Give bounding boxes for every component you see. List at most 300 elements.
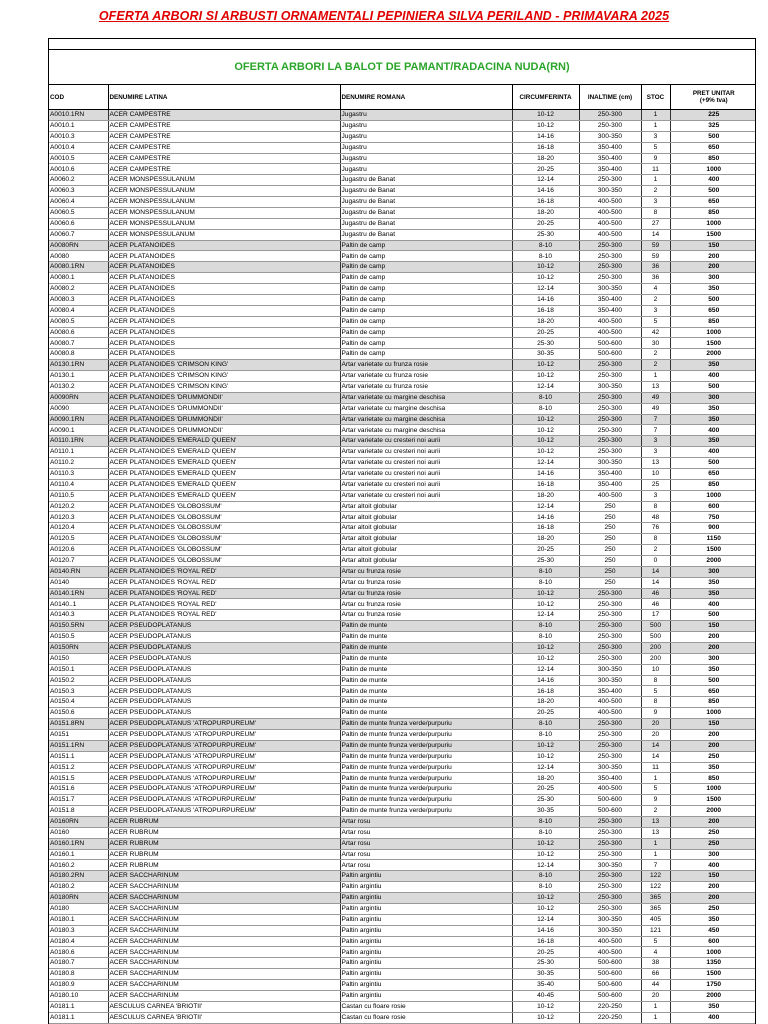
cell-pret: 650: [670, 197, 756, 208]
cell-denumire-latina: ACER PSEUDOPLATANUS: [108, 653, 340, 664]
table-row: [49, 468, 756, 479]
cell-pret: 1000: [670, 164, 756, 175]
table-row: [49, 523, 756, 534]
cell-circumferinta: 14-16: [512, 186, 579, 197]
cell-inaltime: 250-300: [579, 371, 641, 382]
cell-cod: A0181.1: [49, 1012, 108, 1023]
cell-cod: A0180.2RN: [49, 871, 108, 882]
cell-pret: 400: [670, 860, 756, 871]
cell-cod: A0160RN: [49, 816, 108, 827]
cell-stoc: 3: [641, 436, 670, 447]
cell-pret: 350: [670, 762, 756, 773]
cell-denumire-romana: Artar rosu: [340, 816, 512, 827]
cell-denumire-latina: ACER SACCHARINUM: [108, 925, 340, 936]
cell-cod: A0110.1: [49, 447, 108, 458]
cell-pret: 850: [670, 697, 756, 708]
cell-circumferinta: 8-10: [512, 403, 579, 414]
cell-pret: 600: [670, 501, 756, 512]
cell-circumferinta: 14-16: [512, 294, 579, 305]
table-row: [49, 610, 756, 621]
cell-circumferinta: 10-12: [512, 740, 579, 751]
table-row: [49, 197, 756, 208]
cell-denumire-latina: ACER SACCHARINUM: [108, 958, 340, 969]
cell-denumire-latina: ACER PSEUDOPLATANUS 'ATROPURPUREUM': [108, 719, 340, 730]
cell-cod: A0010.1: [49, 120, 108, 131]
cell-circumferinta: 35-40: [512, 980, 579, 991]
cell-inaltime: 250-300: [579, 893, 641, 904]
cell-inaltime: 500-600: [579, 349, 641, 360]
cell-inaltime: 300-350: [579, 664, 641, 675]
header-stoc: STOC: [641, 85, 670, 110]
cell-pret: 300: [670, 273, 756, 284]
cell-circumferinta: 16-18: [512, 936, 579, 947]
cell-denumire-romana: Paltin argintiu: [340, 871, 512, 882]
cell-inaltime: 300-350: [579, 186, 641, 197]
cell-denumire-latina: ACER PLATANOIDES 'EMERALD QUEEN': [108, 436, 340, 447]
cell-denumire-latina: ACER PLATANOIDES 'EMERALD QUEEN': [108, 490, 340, 501]
cell-circumferinta: 10-12: [512, 371, 579, 382]
cell-pret: 350: [670, 664, 756, 675]
cell-pret: 1000: [670, 784, 756, 795]
cell-cod: A0080.8: [49, 349, 108, 360]
table-row: [49, 816, 756, 827]
table-row: [49, 925, 756, 936]
cell-circumferinta: 12-14: [512, 762, 579, 773]
cell-stoc: 3: [641, 197, 670, 208]
cell-cod: A0110.2: [49, 458, 108, 469]
table-row: [49, 969, 756, 980]
cell-pret: 1500: [670, 338, 756, 349]
cell-denumire-romana: Artar varietate cu cresteri noi aurii: [340, 447, 512, 458]
table-row: [49, 120, 756, 131]
cell-stoc: 46: [641, 588, 670, 599]
cell-stoc: 49: [641, 392, 670, 403]
cell-stoc: 3: [641, 490, 670, 501]
cell-inaltime: 250: [579, 512, 641, 523]
cell-inaltime: 250-300: [579, 827, 641, 838]
cell-circumferinta: 14-16: [512, 925, 579, 936]
cell-denumire-romana: Jugastru: [340, 120, 512, 131]
cell-denumire-romana: Paltin de munte: [340, 642, 512, 653]
cell-circumferinta: 8-10: [512, 816, 579, 827]
cell-stoc: 122: [641, 871, 670, 882]
cell-stoc: 8: [641, 501, 670, 512]
cell-denumire-latina: ACER PLATANOIDES 'ROYAL RED': [108, 588, 340, 599]
cell-inaltime: 250-300: [579, 816, 641, 827]
cell-denumire-latina: ACER SACCHARINUM: [108, 893, 340, 904]
cell-cod: A0080.1: [49, 273, 108, 284]
cell-denumire-latina: ACER PLATANOIDES: [108, 327, 340, 338]
cell-stoc: 13: [641, 381, 670, 392]
cell-denumire-latina: ACER PSEUDOPLATANUS 'ATROPURPUREUM': [108, 740, 340, 751]
cell-circumferinta: 14-16: [512, 131, 579, 142]
cell-circumferinta: 8-10: [512, 577, 579, 588]
cell-denumire-latina: ACER SACCHARINUM: [108, 903, 340, 914]
cell-circumferinta: 25-30: [512, 229, 579, 240]
cell-pret: 150: [670, 719, 756, 730]
cell-circumferinta: 40-45: [512, 990, 579, 1001]
cell-denumire-romana: Artar varietate cu cresteri noi aurii: [340, 458, 512, 469]
cell-cod: A0180.3: [49, 925, 108, 936]
cell-inaltime: 250-300: [579, 838, 641, 849]
cell-circumferinta: 12-14: [512, 284, 579, 295]
cell-denumire-romana: Paltin argintiu: [340, 990, 512, 1001]
cell-cod: A0151.7: [49, 795, 108, 806]
cell-denumire-latina: ACER PSEUDOPLATANUS 'ATROPURPUREUM': [108, 806, 340, 817]
cell-denumire-romana: Paltin argintiu: [340, 969, 512, 980]
table-row: [49, 577, 756, 588]
table-row: [49, 675, 756, 686]
cell-inaltime: 350-400: [579, 153, 641, 164]
cell-pret: 200: [670, 632, 756, 643]
table-row: [49, 795, 756, 806]
cell-circumferinta: 8-10: [512, 392, 579, 403]
table-row: [49, 447, 756, 458]
cell-denumire-romana: Paltin de munte: [340, 686, 512, 697]
cell-circumferinta: 14-16: [512, 675, 579, 686]
cell-inaltime: 350-400: [579, 164, 641, 175]
cell-pret: 600: [670, 936, 756, 947]
cell-circumferinta: 16-18: [512, 523, 579, 534]
cell-cod: A0120.3: [49, 512, 108, 523]
cell-denumire-latina: ACER PSEUDOPLATANUS: [108, 675, 340, 686]
cell-circumferinta: 25-30: [512, 555, 579, 566]
cell-cod: A0180.4: [49, 936, 108, 947]
table-row: [49, 686, 756, 697]
cell-denumire-romana: Jugastru: [340, 164, 512, 175]
cell-denumire-latina: ACER SACCHARINUM: [108, 914, 340, 925]
cell-cod: A0160.1RN: [49, 838, 108, 849]
cell-inaltime: 250-300: [579, 632, 641, 643]
cell-pret: 1000: [670, 218, 756, 229]
cell-stoc: 8: [641, 207, 670, 218]
cell-denumire-romana: Paltin de munte: [340, 697, 512, 708]
table-row: [49, 479, 756, 490]
cell-cod: A0010.1RN: [49, 110, 108, 121]
cell-cod: A0080.4: [49, 305, 108, 316]
cell-denumire-latina: AESCULUS CARNEA 'BRIOTII': [108, 1001, 340, 1012]
cell-stoc: 2: [641, 806, 670, 817]
cell-denumire-latina: ACER SACCHARINUM: [108, 936, 340, 947]
cell-denumire-romana: Artar altoit globular: [340, 523, 512, 534]
table-row: [49, 186, 756, 197]
cell-stoc: 1: [641, 849, 670, 860]
table-row: [49, 294, 756, 305]
cell-stoc: 5: [641, 686, 670, 697]
cell-stoc: 365: [641, 903, 670, 914]
cell-circumferinta: 12-14: [512, 610, 579, 621]
cell-inaltime: 500-600: [579, 969, 641, 980]
section-title: OFERTA ARBORI LA BALOT DE PAMANT/RADACINA NUDA(RN): [49, 49, 755, 85]
cell-inaltime: 350-400: [579, 294, 641, 305]
table-row: [49, 719, 756, 730]
table-row: [49, 708, 756, 719]
cell-circumferinta: 16-18: [512, 142, 579, 153]
cell-pret: 350: [670, 403, 756, 414]
cell-stoc: 3: [641, 447, 670, 458]
table-row: [49, 599, 756, 610]
table-row: [49, 936, 756, 947]
cell-circumferinta: 8-10: [512, 827, 579, 838]
cell-denumire-latina: ACER CAMPESTRE: [108, 164, 340, 175]
cell-denumire-latina: ACER PSEUDOPLATANUS 'ATROPURPUREUM': [108, 795, 340, 806]
offer-sheet: [48, 38, 756, 1024]
cell-circumferinta: 30-35: [512, 349, 579, 360]
cell-cod: A0151.8: [49, 806, 108, 817]
cell-stoc: 20: [641, 729, 670, 740]
cell-inaltime: 250: [579, 545, 641, 556]
table-row: [49, 425, 756, 436]
cell-pret: 1500: [670, 545, 756, 556]
table-row: [49, 566, 756, 577]
cell-stoc: 36: [641, 262, 670, 273]
cell-stoc: 14: [641, 566, 670, 577]
table-row: [49, 153, 756, 164]
cell-denumire-romana: Jugastru: [340, 131, 512, 142]
cell-denumire-romana: Jugastru de Banat: [340, 175, 512, 186]
cell-stoc: 2: [641, 349, 670, 360]
cell-cod: A0080.2: [49, 284, 108, 295]
cell-denumire-romana: Paltin de munte frunza verde/purpuriu: [340, 784, 512, 795]
cell-pret: 2000: [670, 806, 756, 817]
cell-circumferinta: 25-30: [512, 958, 579, 969]
cell-denumire-latina: ACER PLATANOIDES 'GLOBOSSUM': [108, 545, 340, 556]
cell-pret: 200: [670, 642, 756, 653]
cell-circumferinta: 8-10: [512, 251, 579, 262]
cell-denumire-latina: ACER CAMPESTRE: [108, 153, 340, 164]
cell-denumire-romana: Jugastru: [340, 142, 512, 153]
cell-pret: 350: [670, 588, 756, 599]
cell-circumferinta: 14-16: [512, 512, 579, 523]
cell-stoc: 59: [641, 240, 670, 251]
cell-cod: A0151.8RN: [49, 719, 108, 730]
cell-pret: 350: [670, 577, 756, 588]
cell-denumire-romana: Jugastru: [340, 110, 512, 121]
cell-circumferinta: 25-30: [512, 795, 579, 806]
cell-denumire-latina: ACER SACCHARINUM: [108, 871, 340, 882]
cell-pret: 650: [670, 468, 756, 479]
cell-circumferinta: 25-30: [512, 338, 579, 349]
cell-cod: A0120.2: [49, 501, 108, 512]
header-denumire-latina: DENUMIRE LATINA: [108, 85, 340, 110]
cell-denumire-romana: Paltin de camp: [340, 273, 512, 284]
cell-denumire-latina: ACER PLATANOIDES 'ROYAL RED': [108, 577, 340, 588]
cell-denumire-latina: ACER PLATANOIDES: [108, 273, 340, 284]
cell-denumire-latina: ACER PLATANOIDES 'EMERALD QUEEN': [108, 447, 340, 458]
cell-inaltime: 250-300: [579, 849, 641, 860]
cell-inaltime: 500-600: [579, 980, 641, 991]
table-row: [49, 164, 756, 175]
cell-stoc: 2: [641, 294, 670, 305]
table-row: [49, 784, 756, 795]
cell-stoc: 1: [641, 1001, 670, 1012]
cell-circumferinta: 20-25: [512, 327, 579, 338]
cell-inaltime: 220-250: [579, 1001, 641, 1012]
cell-denumire-romana: Paltin de munte frunza verde/purpuriu: [340, 719, 512, 730]
cell-circumferinta: 10-12: [512, 849, 579, 860]
cell-stoc: 121: [641, 925, 670, 936]
cell-denumire-latina: ACER PLATANOIDES: [108, 349, 340, 360]
cell-stoc: 27: [641, 218, 670, 229]
cell-denumire-romana: Artar varietate cu cresteri noi aurii: [340, 468, 512, 479]
cell-denumire-romana: Paltin de munte: [340, 653, 512, 664]
cell-cod: A0150.3: [49, 686, 108, 697]
cell-inaltime: 300-350: [579, 131, 641, 142]
cell-cod: A0130.1RN: [49, 360, 108, 371]
cell-pret: 1150: [670, 534, 756, 545]
cell-cod: A0150.4: [49, 697, 108, 708]
cell-denumire-latina: ACER PLATANOIDES 'ROYAL RED': [108, 599, 340, 610]
table-row: [49, 827, 756, 838]
cell-pret: 500: [670, 294, 756, 305]
cell-pret: 250: [670, 827, 756, 838]
cell-denumire-latina: ACER PLATANOIDES 'CRIMSON KING': [108, 360, 340, 371]
cell-stoc: 48: [641, 512, 670, 523]
cell-circumferinta: 18-20: [512, 773, 579, 784]
cell-denumire-latina: ACER PLATANOIDES: [108, 338, 340, 349]
cell-denumire-romana: Paltin argintiu: [340, 903, 512, 914]
cell-circumferinta: 20-25: [512, 218, 579, 229]
cell-denumire-romana: Artar varietate cu margine deschisa: [340, 414, 512, 425]
table-row: [49, 349, 756, 360]
cell-cod: A0180.7: [49, 958, 108, 969]
cell-stoc: 500: [641, 632, 670, 643]
table-row: [49, 914, 756, 925]
table-header-row: [49, 85, 756, 110]
cell-inaltime: 250: [579, 577, 641, 588]
cell-stoc: 1: [641, 175, 670, 186]
cell-inaltime: 250: [579, 555, 641, 566]
cell-stoc: 1: [641, 110, 670, 121]
cell-cod: A0060.7: [49, 229, 108, 240]
cell-pret: 400: [670, 1012, 756, 1023]
cell-stoc: 1: [641, 371, 670, 382]
cell-circumferinta: 12-14: [512, 860, 579, 871]
cell-stoc: 76: [641, 523, 670, 534]
cell-cod: A0130.2: [49, 381, 108, 392]
cell-cod: A0080.7: [49, 338, 108, 349]
header-pret-unitar: PRET UNITAR (+9% tva): [670, 85, 756, 110]
cell-stoc: 8: [641, 534, 670, 545]
cell-circumferinta: 12-14: [512, 175, 579, 186]
cell-stoc: 46: [641, 599, 670, 610]
table-row: [49, 751, 756, 762]
cell-inaltime: 500-600: [579, 795, 641, 806]
cell-cod: A0010.6: [49, 164, 108, 175]
cell-cod: A0150.5RN: [49, 621, 108, 632]
cell-denumire-latina: ACER PLATANOIDES 'EMERALD QUEEN': [108, 458, 340, 469]
cell-stoc: 5: [641, 784, 670, 795]
cell-stoc: 4: [641, 947, 670, 958]
table-row: [49, 218, 756, 229]
cell-pret: 400: [670, 599, 756, 610]
cell-pret: 400: [670, 425, 756, 436]
cell-stoc: 9: [641, 708, 670, 719]
cell-circumferinta: 10-12: [512, 110, 579, 121]
cell-inaltime: 300-350: [579, 381, 641, 392]
cell-cod: A0010.4: [49, 142, 108, 153]
cell-pret: 350: [670, 1001, 756, 1012]
header-cod: COD: [49, 85, 108, 110]
cell-denumire-latina: ACER PSEUDOPLATANUS: [108, 664, 340, 675]
cell-inaltime: 400-500: [579, 218, 641, 229]
cell-stoc: 5: [641, 316, 670, 327]
cell-pret: 2000: [670, 990, 756, 1001]
cell-circumferinta: 10-12: [512, 838, 579, 849]
table-row: [49, 316, 756, 327]
cell-inaltime: 250-300: [579, 903, 641, 914]
table-row: [49, 729, 756, 740]
cell-inaltime: 400-500: [579, 197, 641, 208]
cell-cod: A0180.8: [49, 969, 108, 980]
cell-inaltime: 400-500: [579, 947, 641, 958]
cell-pret: 500: [670, 131, 756, 142]
table-row: [49, 175, 756, 186]
cell-inaltime: 250-300: [579, 273, 641, 284]
cell-pret: 300: [670, 849, 756, 860]
cell-pret: 250: [670, 751, 756, 762]
cell-circumferinta: 16-18: [512, 686, 579, 697]
cell-denumire-latina: ACER PLATANOIDES 'GLOBOSSUM': [108, 523, 340, 534]
cell-cod: A0080RN: [49, 240, 108, 251]
cell-denumire-romana: Castan cu floare rosie: [340, 1001, 512, 1012]
cell-denumire-romana: Artar varietate cu margine deschisa: [340, 403, 512, 414]
cell-inaltime: 400-500: [579, 936, 641, 947]
cell-cod: A0160.2: [49, 860, 108, 871]
table-row: [49, 588, 756, 599]
cell-cod: A0110.4: [49, 479, 108, 490]
cell-circumferinta: 8-10: [512, 566, 579, 577]
cell-denumire-romana: Paltin argintiu: [340, 882, 512, 893]
table-row: [49, 262, 756, 273]
cell-denumire-latina: ACER PLATANOIDES 'DRUMMONDII': [108, 392, 340, 403]
cell-cod: A0090.1RN: [49, 414, 108, 425]
cell-cod: A0150RN: [49, 642, 108, 653]
cell-denumire-latina: ACER SACCHARINUM: [108, 990, 340, 1001]
cell-pret: 2000: [670, 349, 756, 360]
cell-cod: A0180RN: [49, 893, 108, 904]
cell-denumire-latina: ACER PLATANOIDES 'DRUMMONDII': [108, 414, 340, 425]
cell-denumire-latina: ACER PLATANOIDES 'DRUMMONDII': [108, 425, 340, 436]
cell-inaltime: 250-300: [579, 251, 641, 262]
cell-stoc: 1: [641, 120, 670, 131]
cell-pret: 325: [670, 120, 756, 131]
cell-denumire-latina: ACER PLATANOIDES: [108, 294, 340, 305]
table-row: [49, 251, 756, 262]
cell-pret: 1000: [670, 490, 756, 501]
cell-denumire-latina: ACER CAMPESTRE: [108, 110, 340, 121]
cell-denumire-latina: ACER RUBRUM: [108, 860, 340, 871]
cell-denumire-latina: ACER PLATANOIDES 'CRIMSON KING': [108, 381, 340, 392]
cell-circumferinta: 10-12: [512, 599, 579, 610]
cell-circumferinta: 30-35: [512, 806, 579, 817]
cell-denumire-romana: Artar varietate cu frunza rosie: [340, 360, 512, 371]
cell-inaltime: 250: [579, 501, 641, 512]
table-row: [49, 327, 756, 338]
cell-inaltime: 250-300: [579, 740, 641, 751]
cell-circumferinta: 10-12: [512, 751, 579, 762]
cell-pret: 225: [670, 110, 756, 121]
cell-denumire-latina: ACER PSEUDOPLATANUS 'ATROPURPUREUM': [108, 751, 340, 762]
cell-denumire-romana: Artar cu frunza rosie: [340, 577, 512, 588]
cell-pret: 200: [670, 262, 756, 273]
cell-denumire-romana: Artar altoit globular: [340, 534, 512, 545]
cell-inaltime: 400-500: [579, 490, 641, 501]
cell-stoc: 20: [641, 990, 670, 1001]
cell-denumire-romana: Artar altoit globular: [340, 501, 512, 512]
cell-inaltime: 300-350: [579, 675, 641, 686]
cell-stoc: 17: [641, 610, 670, 621]
